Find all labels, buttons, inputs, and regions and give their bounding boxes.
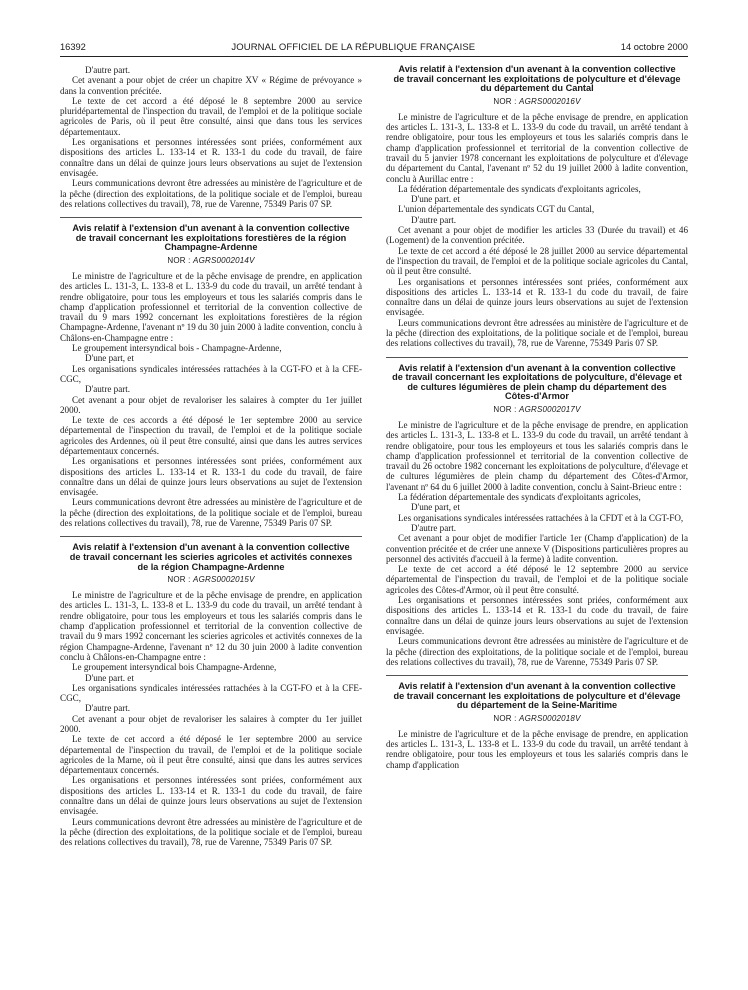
paragraph: Leurs communications devront être adressées au ministère de l'agriculture et de la pêche (direction des exploitations, de la politique sociale et de l'emploi, bureau des relations collectives du travail), 78, rue de Varenne, 75349 Paris 07 SP. (386, 317, 688, 349)
closing-line: D'autre part. (411, 522, 457, 533)
notice-body (386, 420, 688, 667)
paragraph: Leurs communications devront être adressées au ministère de l'agriculture et de la pêche (direction des exploitations, de la politique sociale et de l'emploi, bureau des relations collectives du travail), 78, rue de Varenne, 75349 Paris 07 SP. (60, 816, 362, 848)
paragraph: Les organisations et personnes intéressées sont priées, conformément aux dispositions des articles L. 133-14 et R. 133-1 du code du travail, de faire connaître dans un délai de quinze jours leurs observations au sujet de l'extension envisagée. (386, 276, 688, 318)
notice (60, 543, 362, 847)
paragraph: Le ministre de l'agriculture et de la pêche envisage de prendre, en application des articles L. 131-3, L. 133-8 et L. 133-9 du code du travail, un arrêté tendant à rendre obligatoire, pour tous les employeurs et tous les salariés compris dans le champ d'application professionnel et territorial de la convention collective de travail du 26 octobre 1982 concernant les exploitations de polyculture, d'élevage et de cultures légumières de plein champ du département des Côtes-d'Armor, l'avenant nº 64 du 6 juillet 2000 à ladite convention, conclu à Saint-Brieuc entre : (386, 419, 688, 492)
paragraph: La fédération départementale des syndicats d'exploitants agricoles, (398, 492, 641, 503)
paragraph: Le groupement intersyndical bois - Champagne-Ardenne, (72, 343, 282, 354)
paragraph: Le texte de ces accords a été déposé le 1er septembre 2000 au service départemental de l'inspection du travail, de l'emploi et de la politique sociale agricoles des Ardennes, où il peut être consulté, ainsi que dans les autres services départementaux concernés. (60, 415, 362, 456)
closing-line: D'autre part. (411, 214, 457, 225)
notice-body (386, 729, 688, 770)
notice-title: Avis relatif à l'extension d'un avenant à la convention collective de travail concernant les exploitations forestières de la région Champagne-Ardenne (72, 223, 350, 253)
nor-label: NOR : (493, 96, 517, 106)
paragraph: Le ministre de l'agriculture et de la pêche envisage de prendre, en application des articles L. 131-3, L. 133-8 et L. 133-9 du code du travail, un arrêté tendant à rendre obligatoire, pour tous les employeurs et tous les salariés compris dans le champ d'application (386, 728, 688, 770)
nor-reference (60, 256, 362, 265)
closing-line: D'une part, et (85, 353, 134, 364)
paragraph: Les organisations et personnes intéressées sont priées, conformément aux dispositions des articles L. 133-14 et R. 133-1 du code du travail, de faire connaître dans un délai de quinze jours leurs observations au sujet de l'extension envisagée. (386, 595, 688, 636)
paragraph: Les organisations et personnes intéressées sont priées, conformément aux dispositions des articles L. 133-14 et R. 133-1 du code du travail, de faire connaître dans un délai de quinze jours leurs observations au sujet de l'extension envisagée. (60, 775, 362, 817)
page-number: 16392 (60, 42, 86, 52)
paragraph: L'union départementale des syndicats CGT du Cantal, (398, 204, 595, 215)
nor-label: NOR : (493, 713, 517, 723)
notice-body (60, 271, 362, 528)
notice-body (60, 590, 362, 847)
nor-reference (386, 405, 688, 414)
paragraph: Les organisations syndicales intéressées rattachées à la CGT-FO et à la CFE-CGC, (60, 682, 362, 704)
closing-line: D'autre part. (85, 384, 131, 395)
nor-reference (386, 714, 688, 723)
notice (60, 224, 362, 528)
paragraph: Cet avenant a pour objet de revaloriser les salaires à compter du 1er juillet 2000. (60, 713, 362, 734)
paragraph: Les organisations et personnes intéressées sont priées, conformément aux dispositions des articles L. 133-14 et R. 133-1 du code du travail, de faire connaître dans un délai de quinze jours leurs observations au sujet de l'extension envisagée. (60, 456, 362, 498)
notice-title: Avis relatif à l'extension d'un avenant à la convention collective de travail concernant les scieries agricoles et activités connexes de la région Champagne-Ardenne (69, 542, 353, 572)
closing-line: D'une part, et (411, 502, 460, 513)
notice-separator (386, 675, 688, 676)
paragraph: Leurs communications devront être adressées au ministère de l'agriculture et de la pêche (direction des exploitations, de la politique sociale et de l'emploi, bureau des relations collectives du travail), 78, rue de Varenne, 75349 Paris 07 SP. (386, 636, 688, 667)
nor-code: AGRS0002017V (519, 404, 581, 414)
notice (386, 682, 688, 770)
paragraph: Leurs communications devront être adressées au ministère de l'agriculture et de la pêche (direction des exploitations, de la politique sociale et de l'emploi, bureau des relations collectives du travail), 78, rue de Varenne, 75349 Paris 07 SP. (60, 178, 362, 209)
notice (386, 65, 688, 349)
nor-label: NOR : (167, 255, 191, 265)
two-column-body (60, 65, 688, 848)
nor-code: AGRS0002016V (519, 96, 581, 106)
paragraph: Le ministre de l'agriculture et de la pêche envisage de prendre, en application des articles L. 131-3, L. 133-8 et L. 133-9 du code du travail, un arrêté tendant à rendre obligatoire, pour tous les employeurs et tous les salariés compris dans le champ d'application professionnel et territorial de la convention collective de travail du 9 mars 1992 concernant les exploitations forestières de la région Champagne-Ardenne, l'avenant nº 19 du 30 juin 2000 à ladite convention, conclu à Châlons-en-Champagne entre : (60, 270, 362, 343)
page-header (60, 42, 688, 57)
paragraph: Cet avenant a pour objet de modifier les articles 33 (Durée du travail) et 46 (Logement) de la convention précitée. (386, 225, 688, 246)
paragraph: Le texte de cet accord a été déposé le 1er septembre 2000 au service départemental de l'inspection du travail, de l'emploi et de la politique sociale agricoles de la Marne, où il peut être consulté, ainsi que dans les autres services départementaux concernés. (60, 734, 362, 776)
notice-title: Avis relatif à l'extension d'un avenant à la convention collective de travail concernant les exploitations de polyculture et d'élevage du département du Cantal (393, 64, 681, 94)
paragraph: Les organisations et personnes intéressées sont priées, conformément aux dispositions des articles L. 133-14 et R. 133-1 du code du travail, de faire connaître dans un délai de quinze jours leurs observations au sujet de l'extension envisagée. (60, 137, 362, 178)
continued-notice (60, 65, 362, 209)
left-column (60, 65, 362, 848)
closing-line: D'autre part. (85, 703, 131, 714)
nor-code: AGRS0002015V (193, 575, 255, 585)
right-column (386, 65, 688, 848)
notice-title: Avis relatif à l'extension d'un avenant à la convention collective de travail concernant les exploitations de polyculture et d'élevage du département de la Seine-Maritime (393, 681, 681, 711)
notice-separator (60, 217, 362, 218)
paragraph: Cet avenant a pour objet de créer un chapitre XV « Régime de prévoyance » dans la convention précitée. (60, 75, 362, 96)
paragraph: Cet avenant a pour objet de revaloriser les salaires à compter du 1er juillet 2000. (60, 394, 362, 415)
closing-line: D'une part. et (85, 672, 134, 683)
nor-label: NOR : (493, 404, 517, 414)
nor-label: NOR : (167, 575, 191, 585)
closing-line: D'autre part. (85, 65, 131, 75)
paragraph: Cet avenant a pour objet de modifier l'article 1er (Champ d'application) de la convention précitée et de créer une annexe V (Dispositions particulières propres au personnel des activités d'accueil à la ferme) à ladite convention. (386, 533, 688, 564)
nor-code: AGRS0002018V (519, 713, 581, 723)
paragraph: Le texte de cet accord a été déposé le 12 septembre 2000 au service départemental de l'inspection du travail, de l'emploi et de la politique sociale agricoles des Côtes-d'Armor, où il peut être consulté. (386, 564, 688, 595)
paragraph: Le groupement intersyndical bois Champagne-Ardenne, (72, 662, 277, 673)
nor-reference (60, 575, 362, 584)
notice-body (386, 112, 688, 349)
paragraph: La fédération départementale des syndicats d'exploitants agricoles, (398, 183, 641, 194)
nor-reference (386, 97, 688, 106)
paragraph: Le ministre de l'agriculture et de la pêche envisage de prendre, en application des articles L. 131-3, L. 133-8 et L. 133-9 du code du travail, un arrêté tendant à rendre obligatoire, pour tous les employeurs et tous les salariés compris dans le champ d'application professionnel et territorial de la convention collective de travail du 5 janvier 1978 concernant les exploitations de polyculture et d'élevage du département du Cantal, l'avenant nº 52 du 19 juillet 2000 à ladite convention, conclu à Aurillac entre : (386, 111, 688, 184)
paragraph: Le texte de cet accord a été déposé le 8 septembre 2000 au service pluridépartemental de l'inspection du travail, de l'emploi et de la politique sociale agricoles de Paris, où il peut être consulté, ainsi que dans tous les services départementaux. (60, 95, 362, 137)
paragraph: Le texte de cet accord a été déposé le 28 juillet 2000 au service départemental de l'inspection du travail, de l'emploi et de la politique sociale agricoles du Cantal, où il peut être consulté. (386, 245, 688, 277)
notice-separator (386, 357, 688, 358)
issue-date: 14 octobre 2000 (620, 42, 688, 52)
paragraph: Le ministre de l'agriculture et de la pêche envisage de prendre, en application des articles L. 131-3, L. 133-8 et L. 133-9 du code du travail, un arrêté tendant à rendre obligatoire, pour tous les employeurs et tous les salariés compris dans le champ d'application professionnel et territorial de la convention collective de travail du 9 mars 1992 concernant les scieries agricoles et activités connexes de la région Champagne-Ardenne, l'avenant nº 12 du 30 juin 2000 à ladite convention conclu à Châlons-en-Champagne entre : (60, 590, 362, 662)
paragraph: Les organisations syndicales intéressées rattachées à la CGT-FO et à la CFE-CGC, (60, 363, 362, 384)
paragraph: Leurs communications devront être adressées au ministère de l'agriculture et de la pêche (direction des exploitations, de la politique sociale et de l'emploi, bureau des relations collectives du travail), 78, rue de Varenne, 75349 Paris 07 SP. (60, 497, 362, 529)
notice (386, 364, 688, 668)
closing-line: D'une part. et (411, 194, 460, 205)
notice-separator (60, 536, 362, 537)
notice-title: Avis relatif à l'extension d'un avenant à la convention collective de travail concernant les exploitations de polyculture, d'élevage et de cultures légumières de plein champ du département des Côtes-d'Armor (392, 362, 682, 402)
nor-code: AGRS0002014V (193, 255, 255, 265)
journal-title: JOURNAL OFFICIEL DE LA RÉPUBLIQUE FRANÇAISE (231, 42, 476, 53)
paragraph: Les organisations syndicales intéressées rattachées à la CFDT et à la CGT-FO, (398, 512, 684, 523)
